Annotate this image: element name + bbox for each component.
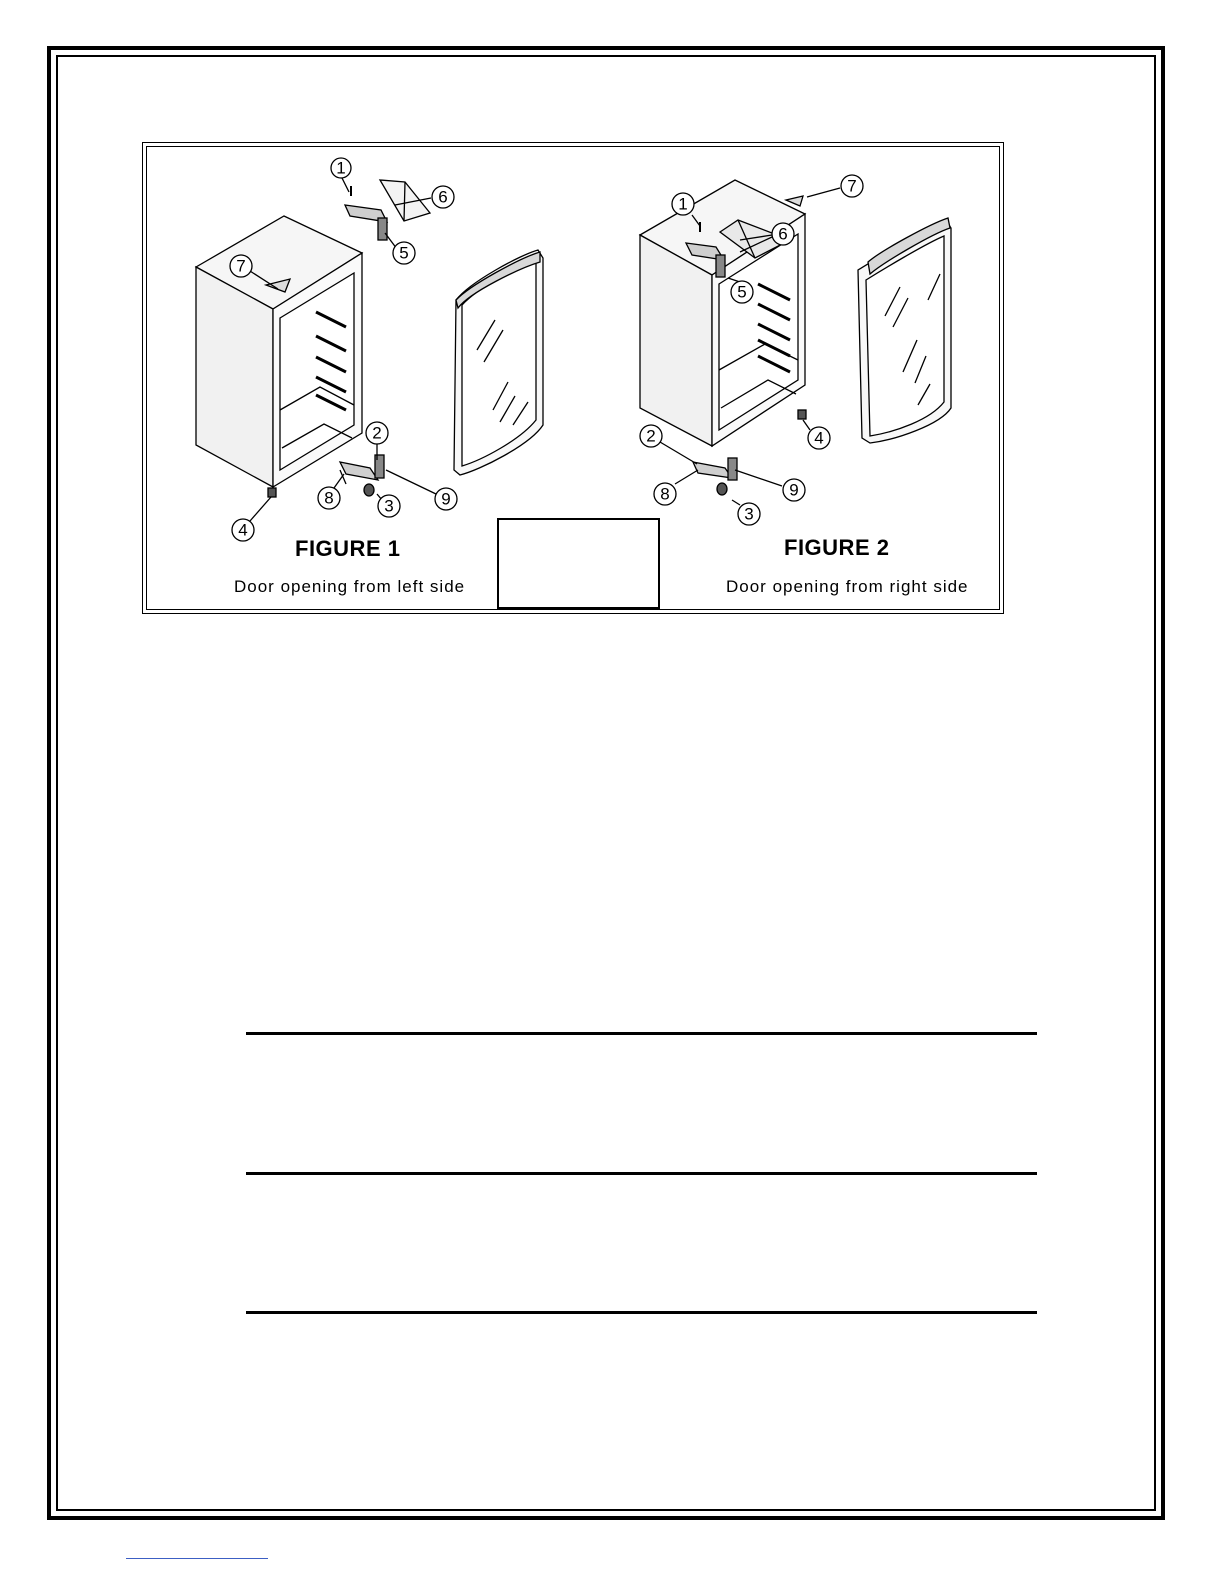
figure2-title: FIGURE 2 [784, 535, 890, 560]
fig2-callout-2: 2 [646, 426, 656, 446]
fig2-callout-3: 3 [744, 504, 754, 524]
figure2-door [858, 218, 951, 443]
footer-link-underline[interactable] [126, 1558, 268, 1559]
figure1-title: FIGURE 1 [295, 536, 401, 561]
fig1-callout-1: 1 [336, 158, 346, 178]
fig1-callout-5: 5 [399, 243, 409, 263]
fig2-callout-5: 5 [737, 282, 747, 302]
figure2-cabinet [640, 180, 806, 446]
fig1-callout-3: 3 [384, 496, 394, 516]
fig2-callout-7: 7 [847, 176, 857, 196]
figure2-caption: Door opening from right side [726, 577, 969, 596]
fig1-callout-9: 9 [441, 489, 451, 509]
figure1-bottom-hinge [340, 455, 384, 496]
horizontal-rule-1 [246, 1032, 1037, 1035]
fig2-callout-9: 9 [789, 480, 799, 500]
fig2-callout-4: 4 [814, 428, 824, 448]
horizontal-rule-3 [246, 1311, 1037, 1314]
blank-label-box [497, 518, 660, 609]
figure1-caption: Door opening from left side [234, 577, 466, 596]
figure1-top-hinge [345, 186, 387, 240]
fig2-callout-8: 8 [660, 484, 670, 504]
fig1-callout-8: 8 [324, 488, 334, 508]
fig1-callout-2: 2 [372, 423, 382, 443]
figure2-bottom-hinge [693, 458, 737, 495]
figure1-hinge-cover [380, 180, 430, 221]
fig2-callout-6: 6 [778, 224, 788, 244]
fig1-callout-4: 4 [238, 520, 248, 540]
figure1-cabinet [196, 216, 362, 497]
figure1-door [454, 250, 543, 475]
fig2-callout-1: 1 [678, 194, 688, 214]
fig1-callout-7: 7 [236, 256, 246, 276]
horizontal-rule-2 [246, 1172, 1037, 1175]
fig1-callout-6: 6 [438, 187, 448, 207]
